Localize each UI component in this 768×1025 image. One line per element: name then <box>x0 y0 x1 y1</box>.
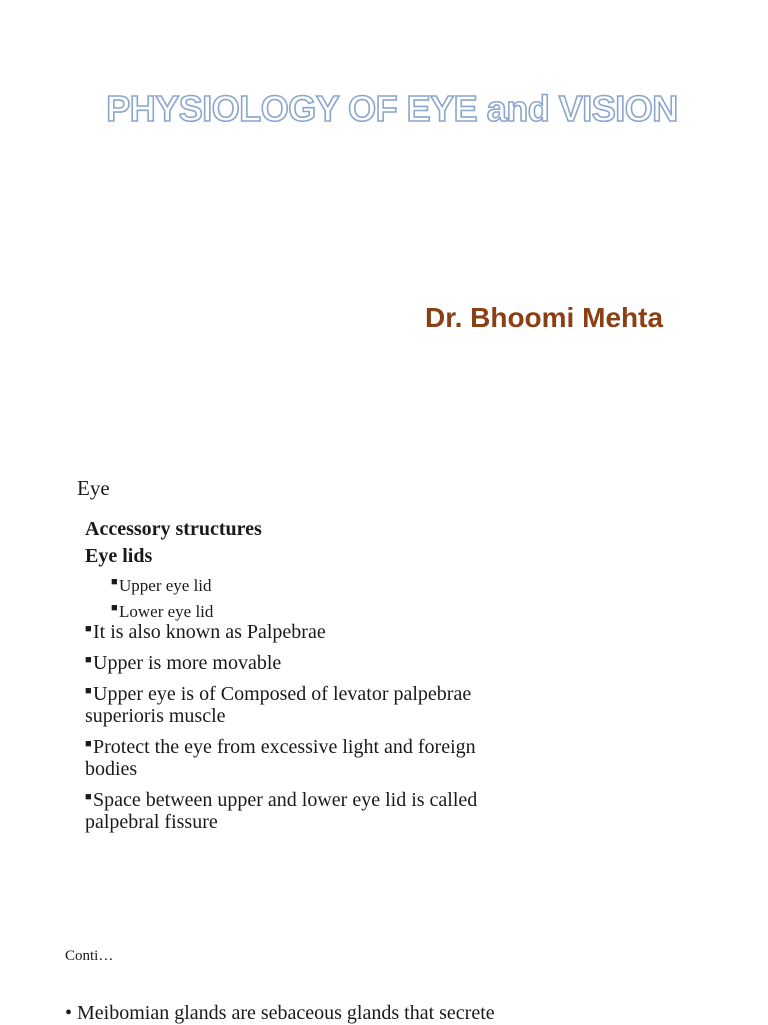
continuation-heading: Conti… <box>65 948 114 964</box>
list-item-continuation: bodies <box>85 758 138 780</box>
square-bullet-icon: ■ <box>85 791 92 803</box>
document-title: PHYSIOLOGY OF EYE and VISION <box>106 88 678 129</box>
list-item: ■Space between upper and lower eye lid is called <box>85 786 477 811</box>
square-bullet-icon: ■ <box>85 738 92 750</box>
square-bullet-icon: ■ <box>111 576 118 588</box>
meibomian-point: • Meibomian glands are sebaceous glands that secrete <box>65 1002 495 1024</box>
list-item: ■Protect the eye from excessive light and foreign <box>85 733 477 758</box>
list-item-continuation: superioris muscle <box>85 705 226 727</box>
square-bullet-icon: ■ <box>85 623 92 635</box>
eye-lid-points-list <box>85 618 477 833</box>
square-bullet-icon: ■ <box>111 602 118 614</box>
lid-type-list <box>111 571 213 623</box>
subsection-heading: Eye lids <box>85 545 153 567</box>
square-bullet-icon: ■ <box>85 654 92 666</box>
section-heading: Accessory structures <box>85 518 262 540</box>
list-item: ■It is also known as Palpebrae <box>85 618 477 643</box>
square-bullet-icon: ■ <box>85 685 92 697</box>
list-item: ■Lower eye lid <box>111 597 213 623</box>
list-item: ■Upper eye is of Composed of levator palpebrae <box>85 680 477 705</box>
list-item-continuation: palpebral fissure <box>85 811 218 833</box>
list-item: ■Upper is more movable <box>85 649 477 674</box>
slide-heading: Eye <box>77 476 110 500</box>
author-name: Dr. Bhoomi Mehta <box>425 302 664 333</box>
list-item: ■Upper eye lid <box>111 571 213 597</box>
